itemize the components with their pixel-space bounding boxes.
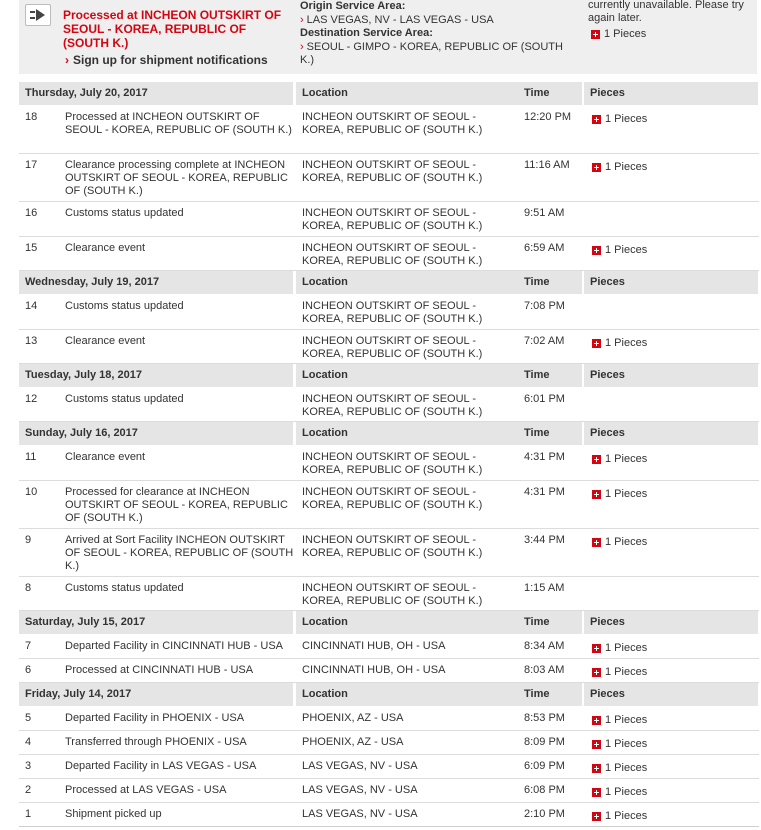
table-row bbox=[19, 731, 759, 755]
time-header: Time bbox=[518, 683, 582, 706]
event-description: Clearance event bbox=[65, 335, 146, 347]
event-time: 6:09 PM bbox=[524, 760, 565, 772]
plus-box-icon bbox=[592, 538, 601, 547]
event-time: 3:44 PM bbox=[524, 534, 565, 546]
event-time: 6:08 PM bbox=[524, 784, 565, 796]
event-pieces-label: 1 Pieces bbox=[605, 453, 648, 465]
event-description: Processed at LAS VEGAS - USA bbox=[65, 784, 227, 796]
event-location: PHOENIX, AZ - USA bbox=[302, 712, 404, 724]
event-description: Clearance processing complete at INCHEON OUTSKIRT OF SEOUL - KOREA, REPUBLIC OF (SOUTH K.) bbox=[65, 159, 288, 197]
event-number: 1 bbox=[25, 808, 32, 820]
event-location: INCHEON OUTSKIRT OF SEOUL - KOREA, REPUBLIC OF (SOUTH K.) bbox=[302, 207, 483, 232]
summary-pieces[interactable] bbox=[591, 28, 646, 40]
day-header bbox=[19, 611, 759, 635]
event-pieces-label: 1 Pieces bbox=[605, 161, 648, 173]
event-location: PHOENIX, AZ - USA bbox=[302, 736, 404, 748]
event-description: Clearance event bbox=[65, 242, 146, 254]
plus-box-icon bbox=[592, 740, 601, 749]
event-time: 8:53 PM bbox=[524, 712, 565, 724]
location-header: Location bbox=[296, 82, 533, 105]
table-row bbox=[19, 755, 759, 779]
chevron-right-icon: › bbox=[300, 14, 304, 26]
event-number: 9 bbox=[25, 534, 32, 546]
event-time: 9:51 AM bbox=[524, 207, 565, 219]
arrow-forward-icon bbox=[25, 4, 51, 26]
plus-box-icon bbox=[592, 339, 601, 348]
plus-box-icon bbox=[592, 644, 601, 653]
event-location: INCHEON OUTSKIRT OF SEOUL - KOREA, REPUBLIC OF (SOUTH K.) bbox=[302, 335, 483, 360]
event-time: 11:16 AM bbox=[524, 159, 570, 171]
event-description: Customs status updated bbox=[65, 300, 184, 312]
event-time: 8:03 AM bbox=[524, 664, 565, 676]
table-row bbox=[19, 577, 759, 611]
event-pieces-label: 1 Pieces bbox=[605, 642, 648, 654]
event-pieces-label: 1 Pieces bbox=[605, 786, 648, 798]
pieces-header: Pieces bbox=[584, 82, 758, 105]
event-number: 13 bbox=[25, 335, 38, 347]
table-row bbox=[19, 237, 759, 271]
event-description: Departed Facility in LAS VEGAS - USA bbox=[65, 760, 257, 772]
signup-link-label: Sign up for shipment notifications bbox=[73, 53, 268, 67]
summary-pieces-label: 1 Pieces bbox=[604, 28, 647, 40]
origin-value-text: LAS VEGAS, NV - LAS VEGAS - USA bbox=[306, 14, 494, 26]
table-row bbox=[19, 154, 759, 202]
time-header: Time bbox=[518, 422, 582, 445]
event-location: INCHEON OUTSKIRT OF SEOUL - KOREA, REPUBLIC OF (SOUTH K.) bbox=[302, 534, 483, 559]
day-date: Sunday, July 16, 2017 bbox=[19, 422, 293, 445]
day-header bbox=[19, 364, 759, 388]
location-header: Location bbox=[296, 271, 533, 294]
table-row bbox=[19, 529, 759, 577]
plus-box-icon bbox=[592, 668, 601, 677]
event-description: Arrived at Sort Facility INCHEON OUTSKIRT OF SEOUL - KOREA, REPUBLIC OF (SOUTH K.) bbox=[65, 534, 294, 572]
pieces-header: Pieces bbox=[584, 422, 758, 445]
pieces-header: Pieces bbox=[584, 611, 758, 634]
event-location: INCHEON OUTSKIRT OF SEOUL - KOREA, REPUBLIC OF (SOUTH K.) bbox=[302, 393, 483, 418]
event-location: LAS VEGAS, NV - USA bbox=[302, 808, 418, 820]
event-pieces-label: 1 Pieces bbox=[605, 762, 648, 774]
pieces-header: Pieces bbox=[584, 271, 758, 294]
event-pieces-label: 1 Pieces bbox=[605, 666, 648, 678]
event-time: 1:15 AM bbox=[524, 582, 565, 594]
event-time: 8:09 PM bbox=[524, 736, 565, 748]
event-pieces-label: 1 Pieces bbox=[605, 810, 648, 822]
event-pieces[interactable] bbox=[592, 337, 647, 350]
table-row bbox=[19, 635, 759, 659]
event-number: 10 bbox=[25, 486, 38, 498]
day-header bbox=[19, 82, 759, 106]
event-pieces-label: 1 Pieces bbox=[605, 714, 648, 726]
event-location: LAS VEGAS, NV - USA bbox=[302, 784, 418, 796]
event-location: CINCINNATI HUB, OH - USA bbox=[302, 664, 446, 676]
day-date: Wednesday, July 19, 2017 bbox=[19, 271, 293, 294]
event-pieces-label: 1 Pieces bbox=[605, 488, 648, 500]
event-time: 8:34 AM bbox=[524, 640, 565, 652]
event-time: 7:08 PM bbox=[524, 300, 565, 312]
day-header bbox=[19, 271, 759, 295]
table-row bbox=[19, 803, 759, 827]
plus-box-icon bbox=[592, 812, 601, 821]
time-header: Time bbox=[518, 364, 582, 387]
day-date: Thursday, July 20, 2017 bbox=[19, 82, 293, 105]
event-number: 12 bbox=[25, 393, 38, 405]
plus-box-icon bbox=[592, 788, 601, 797]
event-pieces-label: 1 Pieces bbox=[605, 244, 648, 256]
event-time: 2:10 PM bbox=[524, 808, 565, 820]
event-number: 14 bbox=[25, 300, 38, 312]
table-row bbox=[19, 388, 759, 422]
event-number: 5 bbox=[25, 712, 32, 724]
event-time: 4:31 PM bbox=[524, 451, 565, 463]
event-number: 4 bbox=[25, 736, 32, 748]
destination-label: Destination Service Area: bbox=[300, 27, 433, 39]
event-number: 11 bbox=[25, 451, 37, 463]
event-pieces[interactable] bbox=[592, 738, 647, 751]
table-row bbox=[19, 707, 759, 731]
event-pieces-label: 1 Pieces bbox=[605, 536, 648, 548]
plus-box-icon bbox=[592, 455, 601, 464]
plus-box-icon bbox=[592, 163, 601, 172]
location-header: Location bbox=[296, 422, 533, 445]
table-row bbox=[19, 202, 759, 237]
event-description: Shipment picked up bbox=[65, 808, 162, 820]
event-pieces-label: 1 Pieces bbox=[605, 337, 648, 349]
event-location: INCHEON OUTSKIRT OF SEOUL - KOREA, REPUBLIC OF (SOUTH K.) bbox=[302, 486, 483, 511]
event-pieces[interactable] bbox=[592, 488, 647, 501]
event-number: 6 bbox=[25, 664, 32, 676]
event-time: 6:59 AM bbox=[524, 242, 565, 254]
table-row bbox=[19, 779, 759, 803]
destination-value bbox=[300, 41, 570, 67]
event-pieces[interactable] bbox=[592, 714, 647, 727]
event-location: INCHEON OUTSKIRT OF SEOUL - KOREA, REPUBLIC OF (SOUTH K.) bbox=[302, 451, 483, 476]
event-pieces[interactable] bbox=[592, 642, 647, 655]
location-header: Location bbox=[296, 683, 533, 706]
day-date: Friday, July 14, 2017 bbox=[19, 683, 293, 706]
chevron-right-icon: › bbox=[300, 41, 304, 53]
event-pieces-label: 1 Pieces bbox=[605, 738, 648, 750]
event-pieces[interactable] bbox=[592, 810, 647, 823]
event-time: 4:31 PM bbox=[524, 486, 565, 498]
event-location: CINCINNATI HUB, OH - USA bbox=[302, 640, 446, 652]
event-number: 8 bbox=[25, 582, 32, 594]
origin-label: Origin Service Area: bbox=[300, 0, 406, 12]
event-pieces[interactable] bbox=[592, 786, 647, 799]
event-pieces[interactable] bbox=[592, 762, 647, 775]
shipment-status: Processed at INCHEON OUTSKIRT OF SEOUL - KOREA, REPUBLIC OF (SOUTH K.) bbox=[63, 8, 282, 50]
plus-box-icon bbox=[591, 30, 600, 39]
event-pieces[interactable] bbox=[592, 161, 647, 174]
table-row bbox=[19, 659, 759, 683]
pieces-header: Pieces bbox=[584, 364, 758, 387]
event-description: Processed at INCHEON OUTSKIRT OF SEOUL - KOREA, REPUBLIC OF (SOUTH K.) bbox=[65, 111, 292, 136]
event-number: 17 bbox=[25, 159, 38, 171]
plus-box-icon bbox=[592, 490, 601, 499]
time-header: Time bbox=[518, 271, 582, 294]
chevron-right-icon: › bbox=[65, 53, 69, 67]
divider bbox=[19, 826, 759, 827]
event-pieces[interactable] bbox=[592, 666, 647, 679]
pieces-header: Pieces bbox=[584, 683, 758, 706]
plus-box-icon bbox=[592, 246, 601, 255]
plus-box-icon bbox=[592, 115, 601, 124]
day-header bbox=[19, 422, 759, 446]
day-date: Saturday, July 15, 2017 bbox=[19, 611, 293, 634]
location-header: Location bbox=[296, 611, 533, 634]
event-time: 12:20 PM bbox=[524, 111, 572, 123]
origin-value bbox=[300, 14, 494, 27]
event-pieces[interactable] bbox=[592, 244, 647, 257]
unavailable-message: currently unavailable. Please try again later. bbox=[588, 0, 744, 24]
table-row bbox=[19, 295, 759, 330]
event-number: 18 bbox=[25, 111, 38, 123]
event-location: INCHEON OUTSKIRT OF SEOUL - KOREA, REPUBLIC OF (SOUTH K.) bbox=[302, 300, 483, 325]
event-pieces[interactable] bbox=[592, 536, 647, 549]
event-description: Customs status updated bbox=[65, 207, 184, 219]
table-row bbox=[19, 446, 759, 481]
event-location: LAS VEGAS, NV - USA bbox=[302, 760, 418, 772]
destination-value-text: SEOUL - GIMPO - KOREA, REPUBLIC OF (SOUTH K.) bbox=[300, 41, 563, 66]
event-time: 6:01 PM bbox=[524, 393, 565, 405]
event-pieces[interactable] bbox=[592, 113, 647, 126]
event-number: 15 bbox=[25, 242, 38, 254]
event-pieces[interactable] bbox=[592, 453, 647, 466]
event-description: Customs status updated bbox=[65, 582, 184, 594]
event-number: 7 bbox=[25, 640, 32, 652]
event-description: Customs status updated bbox=[65, 393, 184, 405]
event-description: Processed for clearance at INCHEON OUTSKIRT OF SEOUL - KOREA, REPUBLIC OF (SOUTH K.) bbox=[65, 486, 288, 524]
plus-box-icon bbox=[592, 716, 601, 725]
event-time: 7:02 AM bbox=[524, 335, 565, 347]
event-location: INCHEON OUTSKIRT OF SEOUL - KOREA, REPUBLIC OF (SOUTH K.) bbox=[302, 582, 483, 607]
table-row bbox=[19, 481, 759, 529]
location-header: Location bbox=[296, 364, 533, 387]
tracking-table bbox=[19, 82, 759, 827]
time-header: Time bbox=[518, 611, 582, 634]
event-location: INCHEON OUTSKIRT OF SEOUL - KOREA, REPUBLIC OF (SOUTH K.) bbox=[302, 242, 483, 267]
day-header bbox=[19, 683, 759, 707]
day-date: Tuesday, July 18, 2017 bbox=[19, 364, 293, 387]
event-location: INCHEON OUTSKIRT OF SEOUL - KOREA, REPUBLIC OF (SOUTH K.) bbox=[302, 111, 483, 136]
event-pieces-label: 1 Pieces bbox=[605, 113, 648, 125]
table-row bbox=[19, 330, 759, 364]
event-location: INCHEON OUTSKIRT OF SEOUL - KOREA, REPUBLIC OF (SOUTH K.) bbox=[302, 159, 483, 184]
table-row bbox=[19, 106, 759, 154]
event-description: Transferred through PHOENIX - USA bbox=[65, 736, 247, 748]
event-number: 3 bbox=[25, 760, 32, 772]
event-description: Processed at CINCINNATI HUB - USA bbox=[65, 664, 254, 676]
event-description: Departed Facility in CINCINNATI HUB - USA bbox=[65, 640, 284, 652]
signup-notifications-link[interactable] bbox=[65, 53, 268, 67]
event-description: Departed Facility in PHOENIX - USA bbox=[65, 712, 245, 724]
time-header: Time bbox=[518, 82, 582, 105]
event-description: Clearance event bbox=[65, 451, 146, 463]
shipment-summary bbox=[19, 0, 757, 74]
plus-box-icon bbox=[592, 764, 601, 773]
event-number: 2 bbox=[25, 784, 32, 796]
event-number: 16 bbox=[25, 207, 38, 219]
